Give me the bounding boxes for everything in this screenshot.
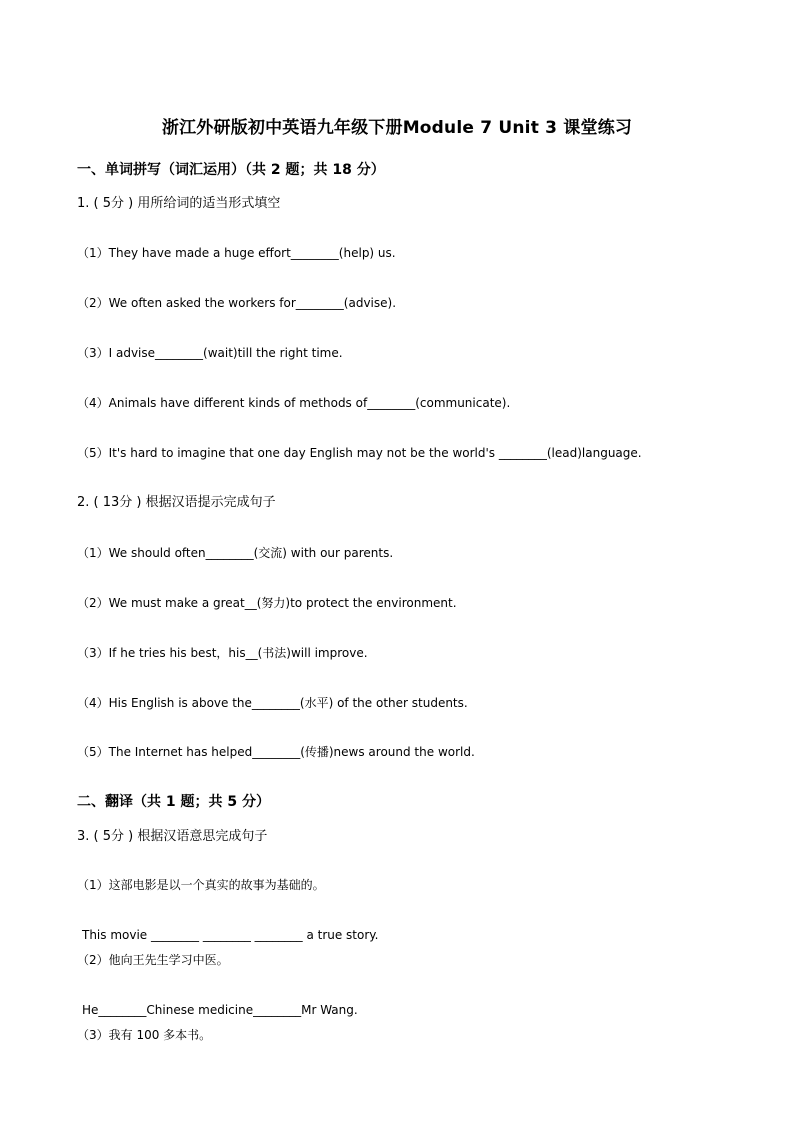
question-2-item-1: （1）We should often________(交流) with our parents. — [77, 546, 394, 560]
question-1-item-3: （3）I advise________(wait)till the right time. — [77, 346, 343, 360]
question-1-item-2: （2）We often asked the workers for________(advise). — [77, 296, 397, 310]
question-2-item-3: （3）If he tries his best，his__(书法)will improve. — [77, 646, 368, 660]
question-1-item-5: （5）It's hard to imagine that one day English may not be the world's ________(lead)language. — [77, 446, 642, 460]
section-heading-1: 一、单词拼写（词汇运用）（共 2 题；共 18 分） — [77, 162, 385, 178]
question-3-answer-2: He________Chinese medicine________Mr Wang. — [82, 1003, 358, 1017]
question-3-head: 3. ( 5分 ) 根据汉语意思完成句子 — [77, 829, 268, 844]
page-title: 浙江外研版初中英语九年级下册Module 7 Unit 3 课堂练习 — [161, 118, 633, 138]
section-heading-2: 二、翻译（共 1 题；共 5 分） — [77, 794, 270, 810]
question-3-item-1: （1）这部电影是以一个真实的故事为基础的。 — [77, 878, 325, 892]
question-2-item-2: （2）We must make a great__(努力)to protect the environment. — [77, 596, 457, 610]
question-3-item-2: （2）他向王先生学习中医。 — [77, 953, 229, 967]
question-2-item-4: （4）His English is above the________(水平) of the other students. — [77, 696, 468, 710]
question-1-item-1: （1）They have made a huge effort________(help) us. — [77, 246, 396, 260]
question-1-item-4: （4）Animals have different kinds of methods of________(communicate). — [77, 396, 511, 410]
question-1-head: 1. ( 5分 ) 用所给词的适当形式填空 — [77, 196, 281, 211]
question-2-head: 2. ( 13分 ) 根据汉语提示完成句子 — [77, 495, 276, 510]
question-3-item-3: （3）我有 100 多本书。 — [77, 1028, 212, 1042]
question-3-answer-1: This movie ________ ________ ________ a true story. — [82, 928, 379, 942]
question-2-item-5: （5）The Internet has helped________(传播)news around the world. — [77, 745, 475, 759]
